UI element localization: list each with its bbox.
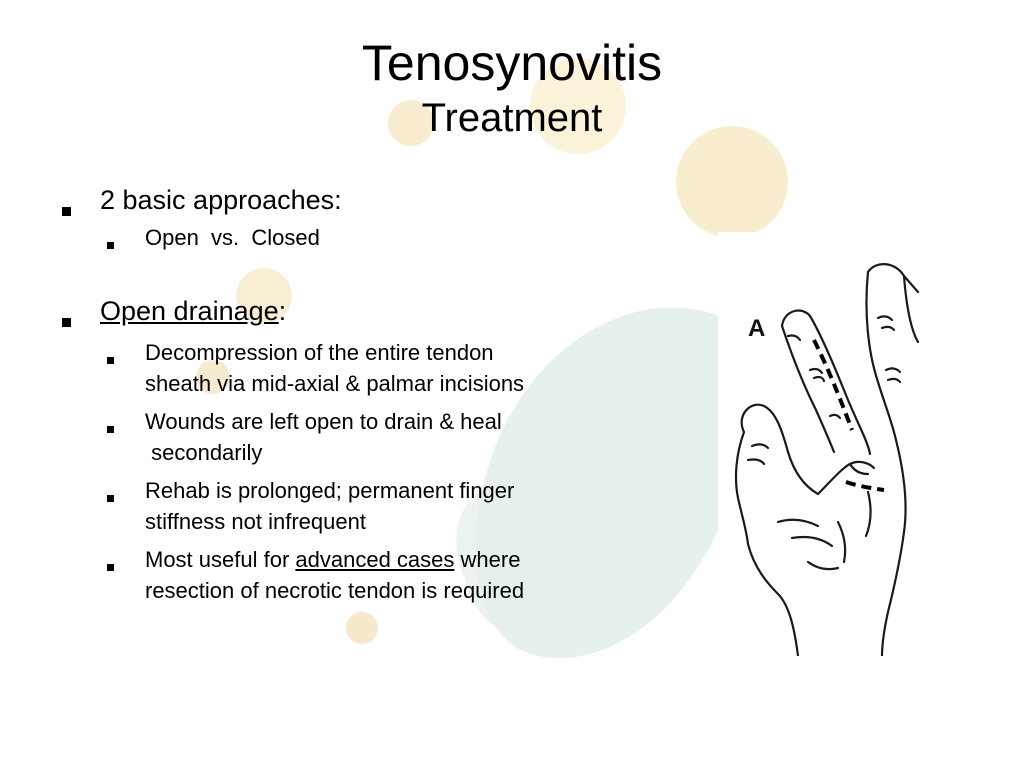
bullet-list	[62, 182, 682, 606]
background-circle	[346, 612, 378, 644]
sub-bullet-underlined-text: advanced cases	[295, 547, 455, 572]
bullet-heading-underlined: Open drainage	[100, 296, 279, 326]
sub-bullet-line: Wounds are left open to drain & heal	[145, 409, 502, 434]
bullet-heading-suffix: :	[278, 296, 287, 326]
sub-bullet-most-useful	[107, 544, 682, 606]
sub-bullet-line: stiffness not infrequent	[145, 509, 366, 534]
sub-bullet-open-vs-closed	[107, 222, 682, 253]
hand-drawing	[718, 232, 922, 656]
sub-bullet-text: Most useful for	[145, 547, 296, 572]
bullet-text: 2 basic approaches:	[100, 185, 342, 215]
bullet-open-drainage	[62, 293, 682, 329]
square-bullet-icon	[107, 552, 114, 583]
slide-title: Tenosynovitis	[361, 35, 663, 91]
sub-bullet-line: resection of necrotic tendon is required	[145, 578, 525, 603]
sub-bullet-line	[145, 544, 682, 575]
background-circle	[676, 126, 788, 238]
slide-title-block	[0, 32, 1024, 142]
slide-subtitle: Treatment	[421, 96, 603, 140]
sub-bullet-decompression	[107, 337, 682, 399]
sub-bullet-rehab	[107, 475, 682, 537]
sub-bullet-text: where	[454, 547, 521, 572]
hand-incision-illustration	[718, 232, 922, 656]
square-bullet-icon	[107, 483, 114, 514]
sub-bullet-wounds	[107, 406, 682, 468]
square-bullet-icon	[107, 230, 114, 261]
sub-bullet-text: Open vs. Closed	[145, 225, 320, 250]
square-bullet-icon	[62, 304, 71, 340]
square-bullet-icon	[62, 193, 71, 229]
palmar-incision-line	[846, 482, 884, 490]
sub-bullet-line: Decompression of the entire tendon	[145, 340, 494, 365]
sub-bullet-line: Rehab is prolonged; permanent finger	[145, 478, 515, 503]
square-bullet-icon	[107, 345, 114, 376]
square-bullet-icon	[107, 414, 114, 445]
bullet-approaches	[62, 182, 682, 218]
sub-bullet-line: secondarily	[145, 440, 263, 465]
figure-label: A	[748, 315, 766, 342]
sub-bullet-line: sheath via mid-axial & palmar incisions	[145, 371, 525, 396]
